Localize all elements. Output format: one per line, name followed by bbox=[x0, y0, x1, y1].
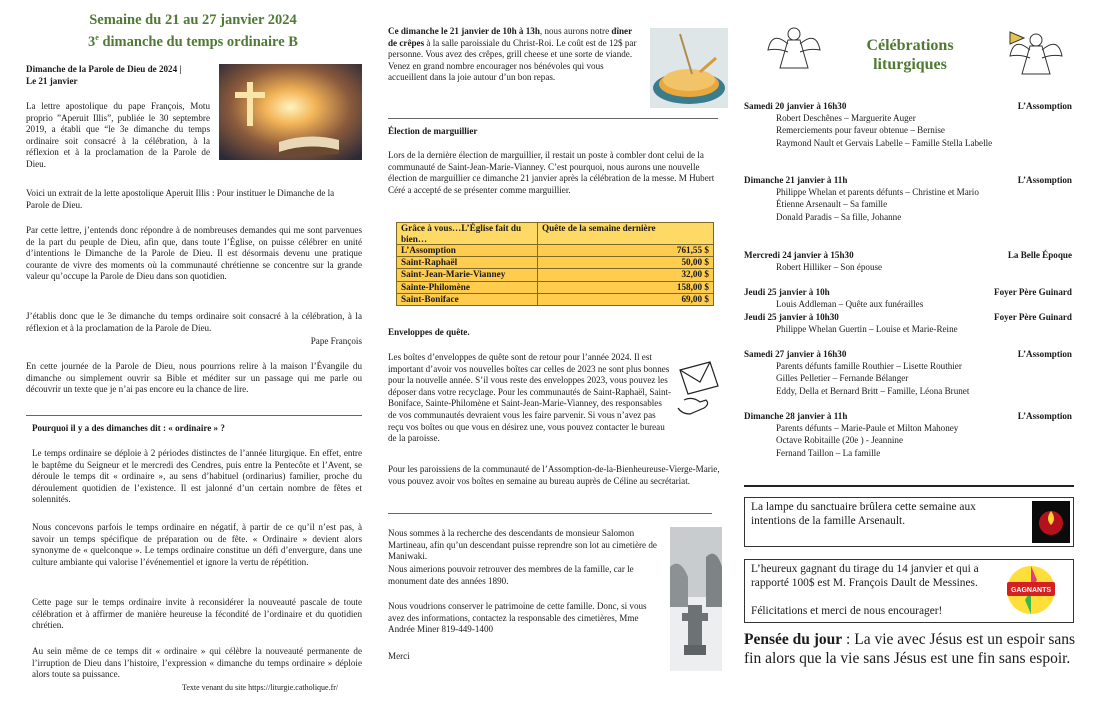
winner-text: L’heureux gagnant du tirage du 14 janvier et qui a rapporté 100$ est M. François Dault de Messines. bbox=[751, 563, 979, 590]
parole-para4: J’établis donc que le 3e dimanche du temps ordinaire soit consacré à la célébration, à la réflexion et à la proclamation de la Parole de Dieu. bbox=[26, 311, 362, 333]
winner-box bbox=[744, 559, 1074, 623]
divider bbox=[26, 415, 362, 416]
crepes-image bbox=[650, 28, 728, 108]
envelope-hand-icon bbox=[672, 360, 724, 420]
column-left bbox=[22, 0, 364, 692]
cemetery-image bbox=[670, 527, 722, 671]
envelopes-title: Enveloppes de quête. bbox=[388, 327, 470, 337]
envelopes-text-1: Les boîtes d’enveloppes de quête sont de retour pour l’année 2024. Il est important d’avoir vos nouvelles boîtes car celles de 2023 ne sont plus bonnes pour la nouvelle année. S’il vous reste des enveloppes 2023, vous pouvez les déposer dans votre recyclage. Pour les communautés de Saint-Raphaël, Saint-Boniface, Sainte-Philomène et Saint-Jean-Marie-Vianney, des responsables de vos communautés devraient vous les faire parvenir. Si vous n’avez pas reçu vos boîtes ou que vous en désirez une, vous pouvez contacter le bureau de la paroisse. bbox=[388, 352, 672, 444]
table-row: Sainte-Philomène 158,00 $ bbox=[397, 281, 714, 293]
event-3: Mercredi 24 janvier à 15h30 La Belle Époque Robert Hilliker – Son épouse bbox=[744, 250, 1072, 273]
crepes-paragraph: Ce dimanche le 21 janvier de 10h à 13h, nous aurons notre dîner de crêpes à la salle paroissiale du Christ-Roi. Le coût est de 12$ par personne. Vous avez des crêpes, grill cheese et une sorte de viande. Venez en grand nombre encourager nos bénévoles qui vous accueillent dans la joie autour d’un bon repas. bbox=[388, 26, 637, 83]
celebrations-title: Célébrations liturgiques bbox=[866, 37, 954, 73]
signature: Pape François bbox=[310, 336, 362, 346]
source-link[interactable]: Texte venant du site https://liturgie.catholique.fr/ bbox=[182, 683, 339, 692]
thought-of-the-day: Pensée du jour : La vie avec Jésus est un espoir sans fin alors que la vie sans Jésus est une fin sans espoir. bbox=[744, 631, 1076, 667]
parole-para3: Par cette lettre, j’entends donc répondre à de nombreuses demandes qui me sont parvenues de la part du peuple de Dieu, afin que, dans toute l’Église, on puisse célébrer en unité d’intentions le Dimanche de la Parole de Dieu. Il est désormais devenu une pratique courante de vivre des moments où la communauté chrétienne se concentre sur la grande valeur qu’occupe la Parole de Dieu dans son quotidien. bbox=[26, 225, 362, 282]
event-2: Dimanche 21 janvier à 11h L’Assomption Philippe Whelan et parents défunts – Christine et Mario Étienne Arsenault – Sa famille Donald Paradis – Sa fille, Johanne bbox=[744, 175, 1072, 222]
thanks: Merci bbox=[388, 651, 410, 661]
election-title: Élection de marguillier bbox=[388, 126, 478, 136]
left-angel-icon bbox=[766, 22, 822, 72]
right-angel-icon bbox=[1006, 26, 1066, 78]
sunday-title: 3e dimanche du temps ordinaire B bbox=[88, 33, 298, 50]
search-text-3: Nous voudrions conserver le patrimoine de cette famille. Donc, si vous avez des informations, contactez la responsable des cimetières, Mme Andrée Miner 819-449-1400 bbox=[388, 601, 647, 635]
table-header-left: Grâce à vous…L’Église fait du bien… bbox=[397, 223, 538, 245]
table-row: Saint-Boniface 69,00 $ bbox=[397, 293, 714, 305]
table-header-right: Quête de la semaine dernière bbox=[538, 223, 714, 245]
ordinary-para1: Le temps ordinaire se déploie à 2 périodes distinctes de l’année liturgique. En effet, entre le baptême du Seigneur et le mercredi des Cendres, puis entre la Pentecôte et l’Avent, se déroule le temps dit « ordinaire », au sens d’habituel (ordinarius) familier, proche du déroulement quotidien de l’existence. Il est jalonné d’un certain nombre de fêtes et solennités. bbox=[32, 448, 362, 505]
gagnants-label: GAGNANTS bbox=[1010, 587, 1052, 594]
parole-para1: La lettre apostolique du pape François, Motu proprio ”Aperuit Illis”, publiée le 30 septembre 2019, a établi que “le 3e dimanche du temps ordinaire soit consacré à la célébration, à la réflexion et à la proclamation de la Parole de Dieu. bbox=[26, 101, 210, 169]
lamp-box bbox=[744, 497, 1074, 547]
table-header bbox=[397, 223, 714, 245]
candle-icon bbox=[1032, 501, 1070, 543]
divider bbox=[744, 485, 1074, 487]
ordinary-para2: Nous concevons parfois le temps ordinaire en négatif, à partir de ce qu’il n’est pas, à savoir un temps spécifique de préparation ou de fête. « Ordinaire » devient alors synonyme de « quelconque ». Le temps ordinaire constitue un défi d’envergure, dans une culture ambiante qui valorise l’événementiel et ignore la vertu de répétition. bbox=[32, 522, 362, 567]
divider bbox=[388, 513, 712, 514]
event-1: Samedi 20 janvier à 16h30 L’Assomption Robert Deschênes – Marguerite Auger Remerciements pour faveur obtenue – Bernise Raymond Nault et Gervais Labelle – Famille Stella Labelle bbox=[744, 101, 1072, 148]
parole-para2: Voici un extrait de la lette apostolique Aperuit Illis : Pour instituer le Dimanche de la Parole de Dieu. bbox=[26, 188, 335, 210]
lamp-text: La lampe du sanctuaire brûlera cette semaine aux intentions de la famille Arsenault. bbox=[751, 501, 976, 527]
ordinary-para3: Cette page sur le temps ordinaire invite à reconsidérer la nouveauté pascale de toute célébration et à affirmer de manière heureuse la fécondité de l’ordinaire et du quotidien chrétien. bbox=[32, 597, 362, 631]
event-5: Jeudi 25 janvier à 10h30 Foyer Père Guinard Philippe Whelan Guertin – Louise et Marie-Reine bbox=[744, 312, 1072, 335]
week-title: Semaine du 21 au 27 janvier 2024 bbox=[89, 12, 297, 28]
winner-thanks: Félicitations et merci de nous encourager! bbox=[751, 605, 943, 617]
cross-bible-image bbox=[219, 64, 362, 160]
table-row: L’Assomption 761,55 $ bbox=[397, 245, 714, 257]
event-6: Samedi 27 janvier à 16h30 L’Assomption Parents défunts famille Routhier – Lisette Routhier Gilles Pelletier – Fernande Bélanger Eddy, Della et Bernard Britt – Famille, Léona Brunet bbox=[744, 349, 1072, 396]
table-row: Saint-Jean-Marie-Vianney 32,00 $ bbox=[397, 269, 714, 281]
gagnants-badge bbox=[995, 562, 1067, 618]
divider bbox=[388, 118, 718, 119]
event-7: Dimanche 28 janvier à 11h L’Assomption Parents défunts – Marie-Paule et Milton Mahoney Octave Robitaille (20e ) - Jeannine Fernand Taillon – La famille bbox=[744, 411, 1072, 458]
search-text-2: Nous aimerions pouvoir retrouver des membres de la famille, car le monument date des années 1890. bbox=[388, 564, 634, 586]
parole-para5: En cette journée de la Parole de Dieu, nous pourrions relire à la maison l’Évangile du dimanche ou simplement ouvrir sa Bible et méditer sur un passage qui me parle ou découvrir un texte que je n’ai pas encore eu la chance de lire. bbox=[26, 361, 362, 395]
election-text: Lors de la dernière élection de marguillier, il restait un poste à combler dont celui de la communauté de Saint-Jean-Marie-Vianney. C’est pourquoi, nous aurons une nouvelle élection de marguillier ce dimanche 21 janvier après la célébration de la messe. M Hubert Céré a accepté de se présenter comme marguillier. bbox=[388, 150, 715, 195]
parole-heading: Dimanche de la Parole de Dieu de 2024 | Le 21 janvier bbox=[26, 64, 182, 86]
envelopes-text-2: Pour les paroissiens de la communauté de l’Assomption-de-la-Bienheureuse-Vierge-Marie, vous pouvez avoir vos boîtes en semaine au bureau auprès de Céline au secrétariat. bbox=[388, 464, 720, 486]
table-row: Saint-Raphaël 50,00 $ bbox=[397, 257, 714, 269]
event-4: Jeudi 25 janvier à 10h Foyer Père Guinard Louis Addleman – Quête aux funérailles bbox=[744, 287, 1072, 310]
offering-table bbox=[396, 222, 714, 306]
ordinary-question: Pourquoi il y a des dimanches dit : « ordinaire » ? bbox=[32, 423, 225, 433]
ordinary-para4: Au sein même de ce temps dit « ordinaire » qui célèbre la nouveauté permanente de l’irruption de Dieu dans l’histoire, l’expression « dimanche du temps ordinaire » déploie alors toute sa puissance. bbox=[32, 646, 362, 680]
search-text-1: Nous sommes à la recherche des descendants de monsieur Salomon Martineau, afin qu’un descendant puisse reprendre son lot au cimetière de Maniwaki. bbox=[388, 528, 657, 562]
